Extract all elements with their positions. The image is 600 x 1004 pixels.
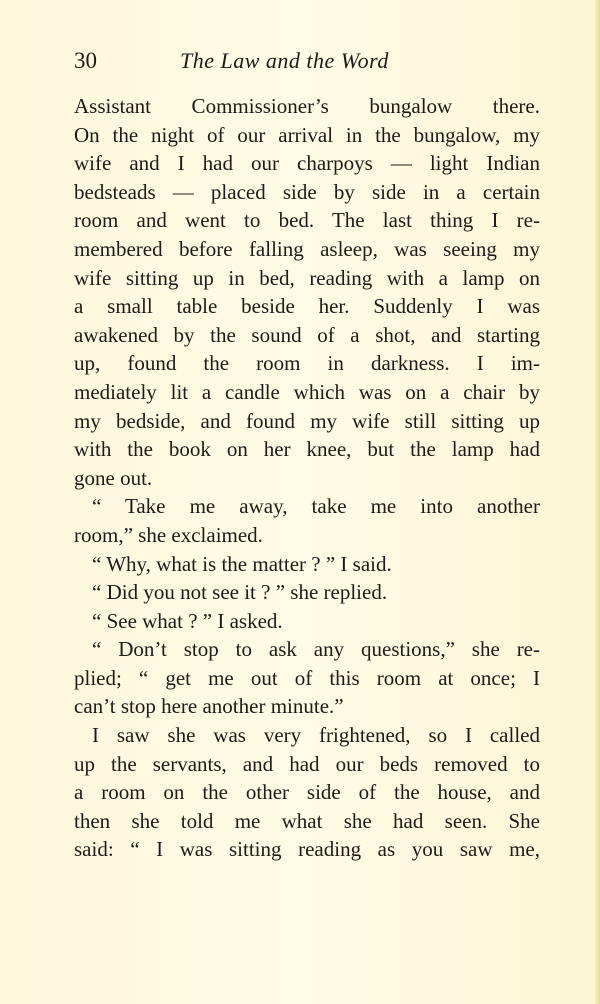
- text-line: with the book on her knee, but the lamp had: [74, 437, 540, 462]
- text-line: “ Don’t stop to ask any questions,” she re-: [92, 637, 540, 662]
- page-edge: [594, 0, 600, 1004]
- text-line: bedsteads — placed side by side in a certain: [74, 179, 540, 204]
- text-line: up, found the room in darkness. I im-: [74, 351, 540, 376]
- text-line: “ See what ? ” I asked.: [92, 608, 283, 633]
- text-line: room and went to bed. The last thing I re-: [74, 208, 540, 233]
- text-line: can’t stop here another minute.”: [74, 694, 344, 719]
- text-line: a room on the other side of the house, and: [74, 780, 540, 805]
- page-number: 30: [74, 48, 97, 73]
- text-line: my bedside, and found my wife still sitting up: [74, 408, 540, 433]
- body-text: [74, 92, 540, 864]
- text-line: wife and I had our charpoys — light Indian: [74, 151, 540, 176]
- text-line: gone out.: [74, 465, 153, 490]
- text-line: said: “ I was sitting reading as you saw me,: [74, 837, 540, 862]
- text-line: “ Why, what is the matter ? ” I said.: [92, 551, 392, 576]
- text-line: a small table beside her. Suddenly I was: [74, 294, 540, 319]
- text-line: “ Did you not see it ? ” she replied.: [92, 580, 388, 605]
- running-title: The Law and the Word: [180, 48, 389, 73]
- text-line: then she told me what she had seen. She: [74, 808, 540, 833]
- text-line: “ Take me away, take me into another: [92, 494, 540, 519]
- text-line: plied; “ get me out of this room at once; I: [74, 665, 540, 690]
- text-line: up the servants, and had our beds removed to: [74, 751, 540, 776]
- text-line: mediately lit a candle which was on a chair by: [74, 379, 540, 404]
- text-line: membered before falling asleep, was seeing my: [74, 236, 540, 261]
- text-line: On the night of our arrival in the bungalow, my: [74, 122, 540, 147]
- text-line: room,” she exclaimed.: [74, 522, 263, 547]
- text-line: awakened by the sound of a shot, and starting: [74, 322, 540, 347]
- text-line: Assistant Commissioner’s bungalow there.: [74, 94, 540, 118]
- text-line: I saw she was very frightened, so I called: [92, 723, 540, 748]
- running-head: [74, 46, 544, 76]
- text-line: wife sitting up in bed, reading with a lamp on: [74, 265, 540, 290]
